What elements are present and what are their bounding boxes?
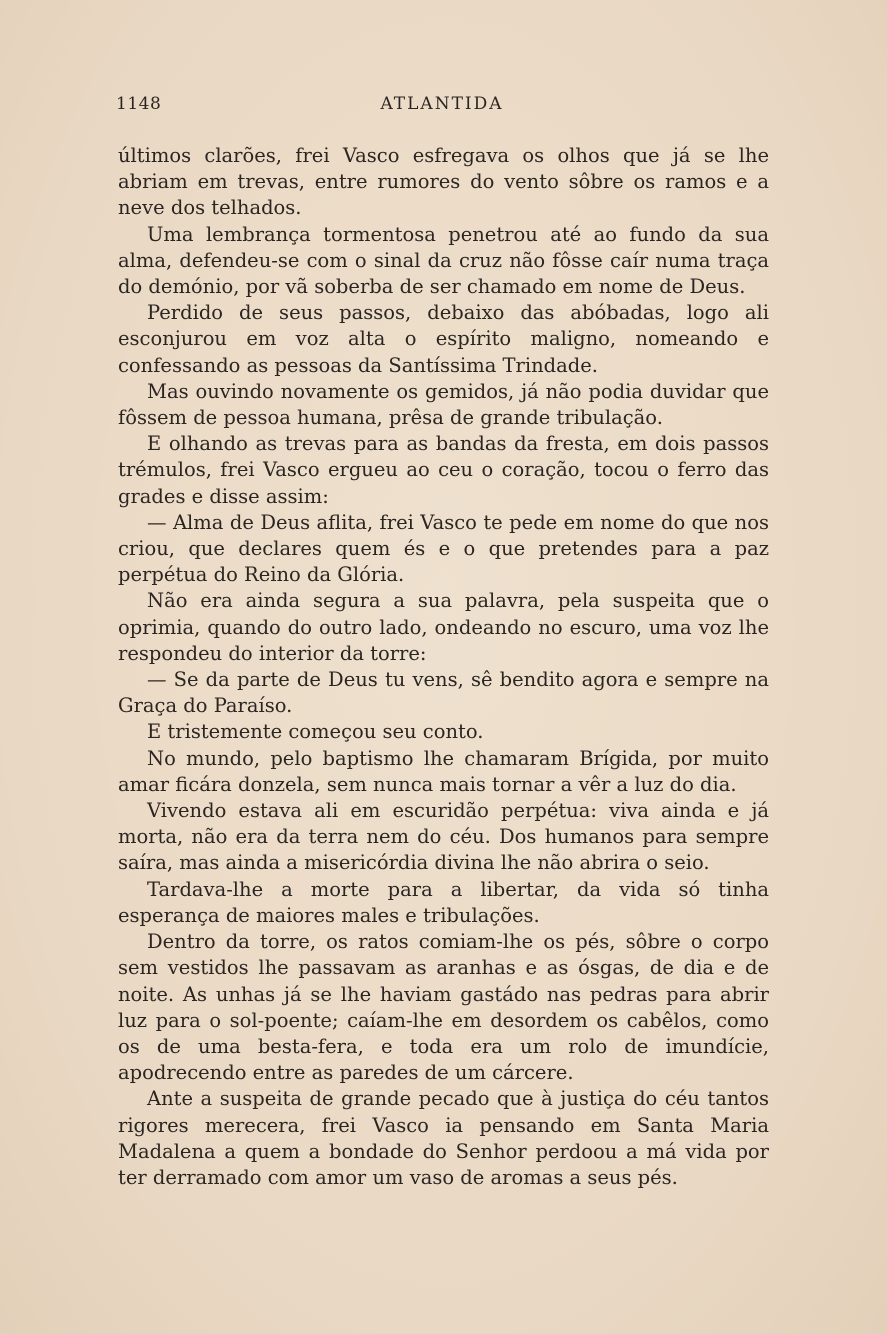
- paragraph: — Alma de Deus aflita, frei Vasco te pede em nome do que nos criou, que declares quem és e o que pretendes para a paz perpétua do Reino da Glória.: [118, 510, 769, 587]
- running-title: ATLANTIDA: [380, 94, 504, 114]
- paragraph: No mundo, pelo baptismo lhe chamaram Brígida, por muito amar ficára donzela, sem nunca mais tornar a vêr a luz do dia.: [118, 746, 769, 796]
- paragraph: Dentro da torre, os ratos comiam-lhe os pés, sôbre o corpo sem vestidos lhe passavam as aranhas e as ósgas, de dia e de noite. As unhas já se lhe haviam gastádo nas pedras para abrir luz para o sol-poente; caíam-lhe em desordem os cabêlos, como os de uma besta-fera, e toda era um rolo de imundície, apodrecendo entre as paredes de um cárcere.: [118, 930, 769, 1085]
- paragraph: Uma lembrança tormentosa penetrou até ao fundo da sua alma, defendeu-se com o sinal da cruz não fôsse caír numa traça do demónio, por vã soberba de ser chamado em nome de Deus.: [118, 222, 769, 299]
- paragraph: E tristemente começou seu conto.: [147, 720, 484, 744]
- paragraph: Não era ainda segura a sua palavra, pela suspeita que o oprimia, quando do outro lado, ondeando no escuro, uma voz lhe respondeu do interior da torre:: [118, 589, 769, 665]
- paragraph: — Se da parte de Deus tu vens, sê bendito agora e sempre na Graça do Paraíso.: [118, 668, 769, 718]
- paragraph: Mas ouvindo novamente os gemidos, já não podia duvidar que fôssem de pessoa humana, prêsa de grande tribulação.: [118, 379, 769, 430]
- paragraph: Vivendo estava ali em escuridão perpétua: viva ainda e já morta, não era da terra nem do céu. Dos humanos para sempre saíra, mas ainda a misericórdia divina lhe não abrira o seio.: [118, 799, 769, 875]
- paragraph: E olhando as trevas para as bandas da fresta, em dois passos trémulos, frei Vasco ergueu ao ceu o coração, tocou o ferro das grades e disse assim:: [118, 432, 769, 508]
- page-number: 1148: [116, 94, 162, 114]
- paragraph: últimos clarões, frei Vasco esfregava os olhos que já se lhe abriam em trevas, entre rumores do vento sôbre os ramos e a neve dos telhados.: [118, 144, 769, 220]
- body-text: [118, 143, 769, 1191]
- paragraph: Perdido de seus passos, debaixo das abóbadas, logo ali esconjurou em voz alta o espírito maligno, nomeando e confessando as pessoas da Santíssima Trindade.: [118, 301, 769, 377]
- page-header: [116, 94, 768, 120]
- paragraph: Tardava-lhe a morte para a libertar, da vida só tinha esperança de maiores males e tribulações.: [118, 877, 769, 927]
- paragraph: Ante a suspeita de grande pecado que à justiça do céu tantos rigores merecera, frei Vasco ia pensando em Santa Maria Madalena a quem a bondade do Senhor perdoou a má vida por ter derramado com amor um vaso de aromas a seus pés.: [118, 1087, 769, 1189]
